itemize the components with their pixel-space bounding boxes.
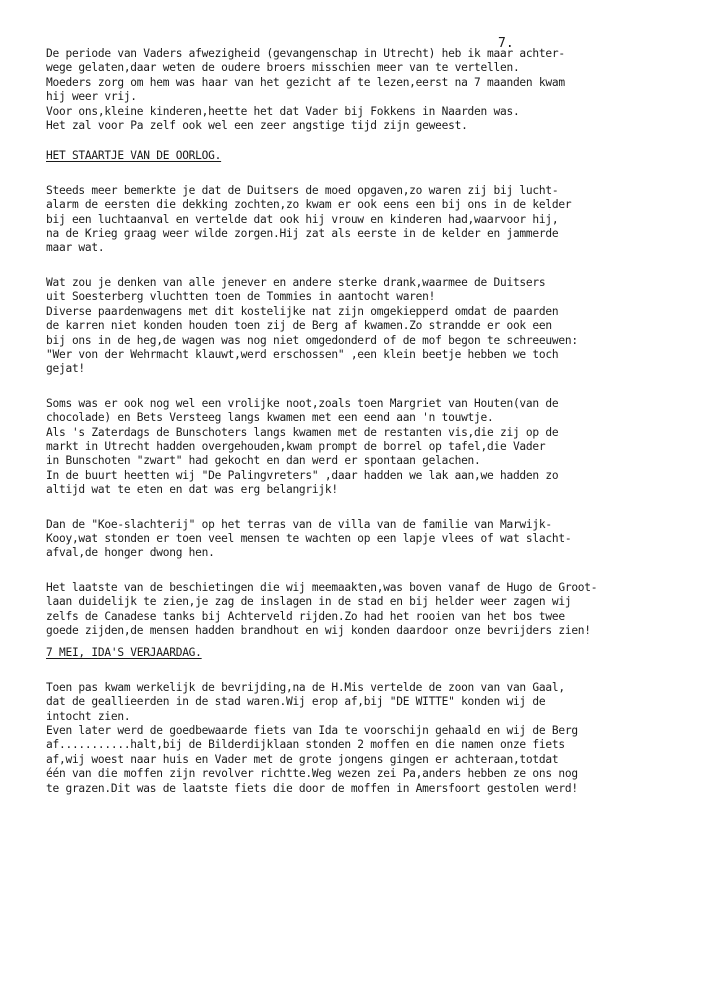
page-number: 7. (498, 36, 514, 51)
text-line: Het zal voor Pa zelf ook wel een zeer angstige tijd zijn geweest. (46, 119, 468, 133)
section-heading-text: 7 MEI, IDA'S VERJAARDAG. (46, 646, 202, 660)
text-line: Kooy,wat stonden er toen veel mensen te wachten op een lapje vlees of wat slacht- (46, 531, 572, 545)
text-line: chocolade) en Bets Versteeg langs kwamen met een eend aan 'n touwtje. (46, 411, 494, 425)
text-line: wege gelaten,daar weten de oudere broers misschien meer van te vertellen. (46, 61, 520, 75)
paragraph (46, 47, 565, 133)
paragraph (46, 275, 578, 377)
text-line: afval,de honger dwong hen. (46, 546, 215, 560)
paragraph (46, 580, 598, 639)
text-line: hij weer vrij. (46, 90, 137, 104)
section-heading (46, 646, 516, 660)
text-line: uit Soesterberg vluchtten toen de Tommies in aantocht waren! (46, 290, 436, 304)
text-line: In de buurt heetten wij "De Palingvreters" ,daar hadden we lak aan,we hadden zo (46, 468, 559, 482)
text-line: Even later werd de goedbewaarde fiets van Ida te voorschijn gehaald en wij de Berg (46, 724, 578, 738)
text-line: zelfs de Canadese tanks bij Achterveld rijden.Zo had het rooien van het bos twee (46, 609, 565, 623)
text-line: Voor ons,kleine kinderen,heette het dat Vader bij Fokkens in Naarden was. (46, 104, 520, 118)
text-line: altijd wat te eten en dat was erg belangrijk! (46, 483, 338, 497)
paragraph (46, 517, 572, 561)
text-line: maar wat. (46, 241, 105, 255)
text-line: de karren niet konden houden toen zij de Berg af kwamen.Zo strandde er ook een (46, 319, 552, 333)
text-line: te grazen.Dit was de laatste fiets die door de moffen in Amersfoort gestolen werd! (46, 781, 578, 795)
text-line: één van die moffen zijn revolver richtte.Weg wezen zei Pa,anders hebben ze ons nog (46, 767, 578, 781)
text-line: Het laatste van de beschietingen die wij meemaakten,was boven vanaf de Hugo de Groot- (46, 580, 598, 594)
text-line: bij een luchtaanval en vertelde dat ook hij vrouw en kinderen had,waarvoor hij, (46, 212, 559, 226)
text-line: laan duidelijk te zien,je zag de inslagen in de stad en bij helder weer zagen wij (46, 595, 572, 609)
text-line: intocht zien. (46, 709, 131, 723)
text-line: goede zijden,de mensen hadden brandhout en wij konden daardoor onze bevrijders zien! (46, 624, 591, 637)
text-line: markt in Utrecht hadden overgehouden,kwam prompt de borrel op tafel,die Vader (46, 439, 546, 453)
text-line: Steeds meer bemerkte je dat de Duitsers de moed opgaven,zo waren zij bij lucht- (46, 183, 559, 197)
paragraph (46, 183, 572, 256)
text-line: Als 's Zaterdags de Bunschoters langs kwamen met de restanten vis,die zij op de (46, 425, 559, 439)
text-line: dat de geallieerden in de stad waren.Wij erop af,bij "DE WITTE" konden wij de (46, 695, 546, 709)
text-line: alarm de eersten die dekking zochten,zo kwam er ook eens een bij ons in de kelder (46, 198, 572, 212)
section-heading-text: HET STAARTJE VAN DE OORLOG. (46, 149, 222, 163)
text-line: af,wij woest naar huis en Vader met de grote jongens gingen er achteraan,totdat (46, 752, 559, 766)
text-line: af...........halt,bij de Bilderdijklaan stonden 2 moffen en die namen onze fiets (46, 738, 565, 752)
document-body (46, 47, 598, 796)
text-line: "Wer von der Wehrmacht klauwt,werd erschossen" ,een klein beetje hebben we toch (46, 347, 559, 361)
text-line: Soms was er ook nog wel een vrolijke noot,zoals toen Margriet van Houten(van de (46, 396, 559, 410)
paragraph (46, 680, 578, 796)
text-line: Moeders zorg om hem was haar van het gezicht af te lezen,eerst na 7 maanden kwam (46, 75, 565, 89)
text-line: Toen pas kwam werkelijk de bevrijding,na de H.Mis vertelde de zoon van van Gaal, (46, 680, 565, 694)
text-line: bij ons in de heg,de wagen was nog niet omgedonderd of de mof begon te schreeuwen: (46, 333, 578, 347)
text-line: na de Krieg graag weer wilde zorgen.Hij zat als eerste in de kelder en jammerde (46, 227, 559, 241)
section-heading (46, 149, 516, 163)
text-line: gejat! (46, 362, 85, 376)
text-line: De periode van Vaders afwezigheid (gevangenschap in Utrecht) heb ik maar achter- (46, 47, 565, 60)
text-line: Wat zou je denken van alle jenever en andere sterke drank,waarmee de Duitsers (46, 275, 546, 289)
text-line: Diverse paardenwagens met dit kostelijke nat zijn omgekiepperd omdat de paarden (46, 304, 559, 318)
paragraph (46, 396, 559, 498)
text-line: Dan de "Koe-slachterij" op het terras van de villa van de familie van Marwijk- (46, 517, 552, 531)
text-line: in Bunschoten "zwart" had gekocht en dan werd er spontaan gelachen. (46, 454, 481, 468)
